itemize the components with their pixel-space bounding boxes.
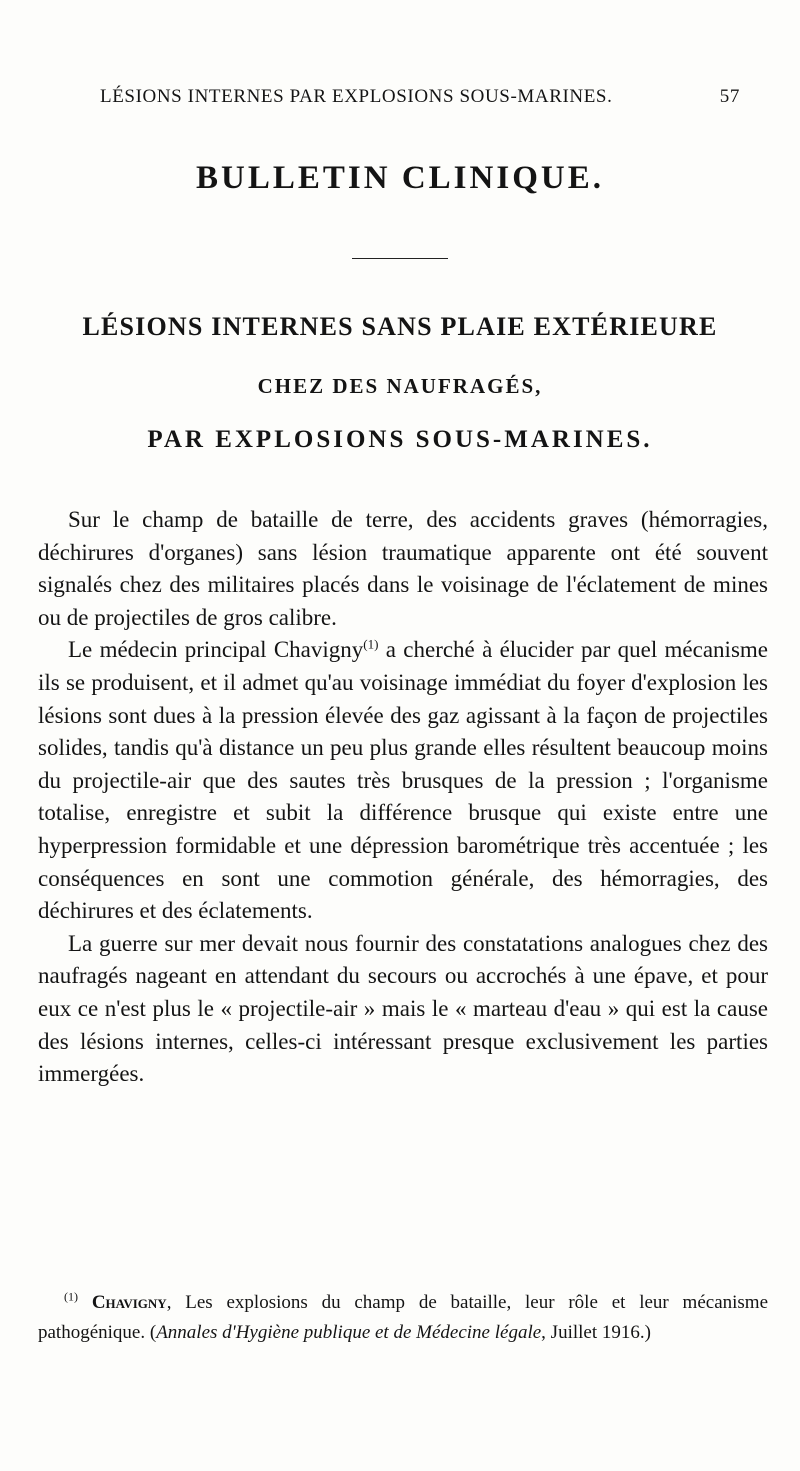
article-title-line-1: LÉSIONS INTERNES SANS PLAIE EXTÉRIEURE <box>82 312 718 341</box>
page-number: 57 <box>719 86 740 107</box>
section-title: BULLETIN CLINIQUE. <box>196 160 604 196</box>
footnote-mark: (1) <box>64 1289 78 1304</box>
paragraph-2-end: a cherché à élucider par quel mécanisme ils se produisent, et il admet qu'au voisinage immédiat du foyer d'explosion les lésions sont dues à la pression élevée des gaz agissant à la façon de projectiles solides, tandis qu'à distance un peu plus grande elles résultent beaucoup moins du projectile-air que des sautes très brusques de la pression ; l'organisme totalise, enregistre et subit la différence brusque qui existe entre une hyperpression formidable et une dépression barométrique très accentuée ; les conséquences en sont une commotion générale, des hémorragies, des déchirures et des éclatements. <box>38 637 768 924</box>
footnote-author: Chavigny <box>91 1292 167 1313</box>
running-title: LÉSIONS INTERNES PAR EXPLOSIONS SOUS-MARINES. <box>100 86 613 107</box>
footnote-journal-title: Annales d'Hygiène publique et de Médecine légale <box>156 1322 542 1343</box>
paragraph-2 <box>38 634 768 927</box>
footnote-text <box>38 1288 768 1348</box>
title-divider <box>352 258 448 259</box>
footnote-reference: (1) <box>363 636 379 652</box>
footnote-date: , Juillet 1916.) <box>541 1322 651 1343</box>
paragraph-1: Sur le champ de bataille de terre, des accidents graves (hémorragies, déchirures d'organes) sans lésion traumatique apparente ont été souvent signalés chez des militaires placés dans le voisinage de l'éclatement de mines ou de projectiles de gros calibre. <box>38 507 768 630</box>
paragraph-2-start: Le médecin principal Chavigny <box>68 637 364 663</box>
article-title-line-3: PAR EXPLOSIONS SOUS-MARINES. <box>147 426 653 453</box>
footnote-citation: , Les explosions du champ de bataille, leur rôle et leur mécanisme pathogénique. ( <box>38 1292 769 1343</box>
article-title-line-2: CHEZ DES NAUFRAGÉS, <box>257 374 543 398</box>
footnote <box>38 1288 768 1348</box>
paragraph-3: La guerre sur mer devait nous fournir des constatations analogues chez des naufragés nageant en attendant du secours ou accrochés à une épave, et pour eux ce n'est plus le « projectile-air » mais le « marteau d'eau » qui est la cause des lésions internes, celles-ci intéressant presque exclusivement les parties immergées. <box>38 930 768 1087</box>
article-body <box>38 504 768 1091</box>
